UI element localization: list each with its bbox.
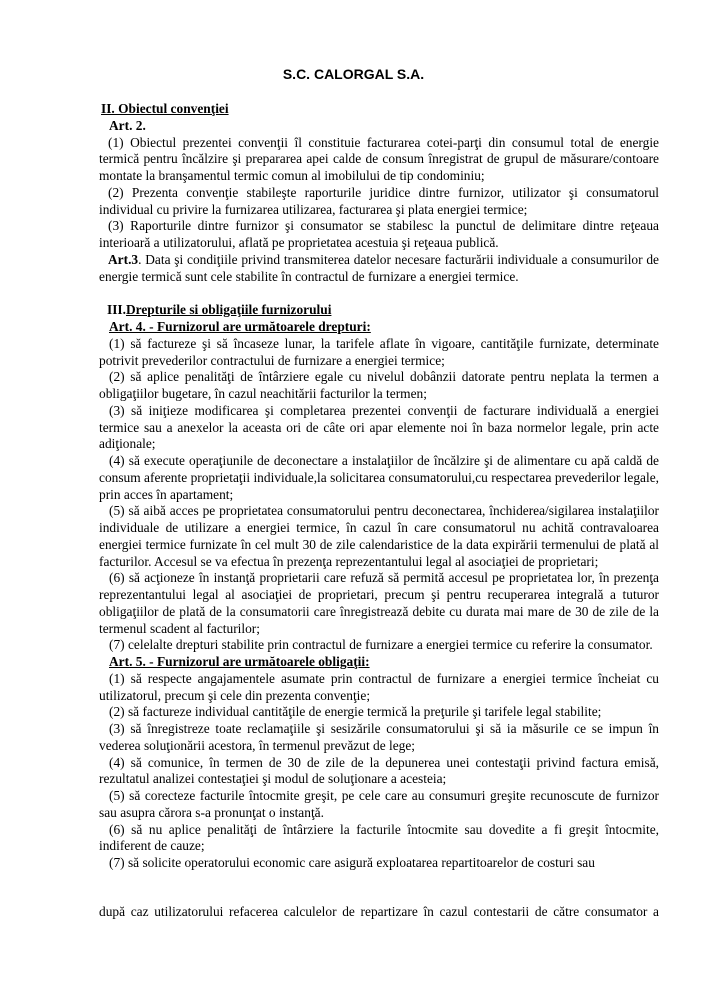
art-4-item: (4) să execute operaţiunile de deconectare a instalaţiilor de încălzire şi de alimentare cu apă caldă de consum aferente proprietaţii individuale,la solicitarea consumatorului,cu respectarea prevederilor legale, prin acces în apartament;: [99, 453, 659, 502]
art-5-heading: Art. 5. - Furnizorul are următoarele obligaţii:: [109, 654, 370, 669]
section-2-heading: II. Obiectul convenţiei: [101, 101, 229, 116]
section-3-prefix: III.: [107, 302, 126, 318]
art-2-paragraph-1: (1) Obiectul prezentei convenţii îl constituie facturarea cotei-parţi din consumul total de energie termică pentru încălzire şi prepararea apei calde de consum înregistrat de grupul de măsurare/contoare montate la branşamentul termic comun al imobilului de tip condominiu;: [99, 134, 659, 183]
art-4-item: (3) să iniţieze modificarea şi completarea prezentei convenţii de facturare individuală a energiei termice sau a anexelor la aceasta ori de câte ori apar elemente noi în baza normelor legale, prin acte adiţionale;: [99, 402, 659, 452]
company-title: S.C. CALORGAL S.A.: [282, 66, 425, 82]
art-5-item: (4) să comunice, în termen de 30 de zile de la depunerea unei contestaţii privind factura emisă, rezultatul analizei contestaţiei şi modul de soluţionare a acesteia;: [99, 754, 659, 787]
continuation-line: după caz utilizatorului refacerea calculelor de repartizare în cazul contestarii de către consumator a: [99, 904, 659, 919]
art-2-paragraph-2: (2) Prezenta convenţie stabileşte raporturile juridice dintre furnizor, utilizator şi consumatorul individual cu privire la furnizarea utilizarea, facturarea şi plata energiei termice;: [99, 184, 659, 217]
section-gap: [99, 285, 659, 302]
art-2-paragraph-3: (3) Raporturile dintre furnizor şi consumator se stabilesc la punctul de delimitare dintre reţeaua interioară a utilizatorului, aflată pe proprietatea acestuia şi reţeaua publică.: [99, 218, 659, 250]
art-5-item: (2) să factureze individual cantităţile de energie termică la preţurile şi tarifele legal stabilite;: [109, 704, 602, 720]
art-4-item: (7) celelalte drepturi stabilite prin contractul de furnizare a energiei termice cu referire la consumator.: [109, 637, 653, 653]
art-5-item: (7) să solicite operatorului economic care asigură exploatarea repartitoarelor de costuri sau: [109, 855, 595, 870]
art-5-item: (5) să corecteze facturile întocmite greşit, pe cele care au consumuri greşite recunoscute de furnizor sau asupra cărora s-a pronunţat o instanţă.: [99, 788, 659, 820]
art-5-item: (3) să înregistreze toate reclamaţiile şi sesizările consumatorului şi să ia măsurile ce se impun în vederea soluţionării acestora, în termenul prevăzut de lege;: [99, 721, 659, 753]
document-body: [99, 101, 659, 872]
section-3-title: Drepturile si obligaţiile furnizorului: [125, 302, 332, 318]
art-5-item: (6) să nu aplice penalităţi de întârziere la facturile întocmite sau dovedite a fi greşit întocmite, indiferent de cauze;: [99, 821, 659, 854]
art-3-paragraph: [99, 252, 659, 286]
section-3-heading: [99, 302, 659, 319]
art-5-item: (1) să respecte angajamentele asumate prin contractul de furnizare a energiei termice încheiat cu utilizatorul, precum şi cele din prezenta convenţie;: [99, 670, 659, 703]
art-3-label: Art.3: [108, 251, 139, 267]
art-4-item: (6) să acţioneze în instanţă proprietarii care refuză să permită accesul pe proprietatea lor, în prezenţa reprezentantului legal al asociaţiei de proprietari, precum şi pentru recuperarea integrală a tuturor obligaţiilor de plată de la consumatorii care înregistrează debite cu durata mai mare de 30 de zile de la termenul scadent al facturilor;: [99, 570, 659, 636]
art-4-item: (2) să aplice penalităţi de întârziere egale cu nivelul dobânzii datorate pentru neplata la termen a obligaţiilor bugetare, în cazul neachitării facturilor la termen;: [99, 369, 659, 401]
art-4-heading: Art. 4. - Furnizorul are următoarele drepturi:: [109, 319, 371, 334]
art-4-item: (1) să factureze şi să încaseze lunar, la tarifele aflate în vigoare, cantităţile furnizate, determinate potrivit prevederilor contractului de furnizare a energiei termice;: [99, 335, 659, 368]
art-4-item: (5) să aibă acces pe proprietatea consumatorului pentru deconectarea, închiderea/sigilarea instalaţiilor individuale de utilizare a energiei termice, în cazul în care consumatorul nu achită contravaloarea energiei termice furnizate în cel mult 30 de zile calendaristice de la data expirării termenului de plată al facturilor. Accesul se va efectua în prezenţa reprezentantului legal al asociaţiei de proprietari;: [99, 503, 659, 569]
art-3-text: . Data şi condiţiile privind transmiterea datelor necesare facturării individuale a consumurilor de energie termică sunt cele stabilite în contractul de furnizare a energiei termice.: [99, 251, 659, 284]
art-2-heading: Art. 2.: [109, 117, 146, 133]
